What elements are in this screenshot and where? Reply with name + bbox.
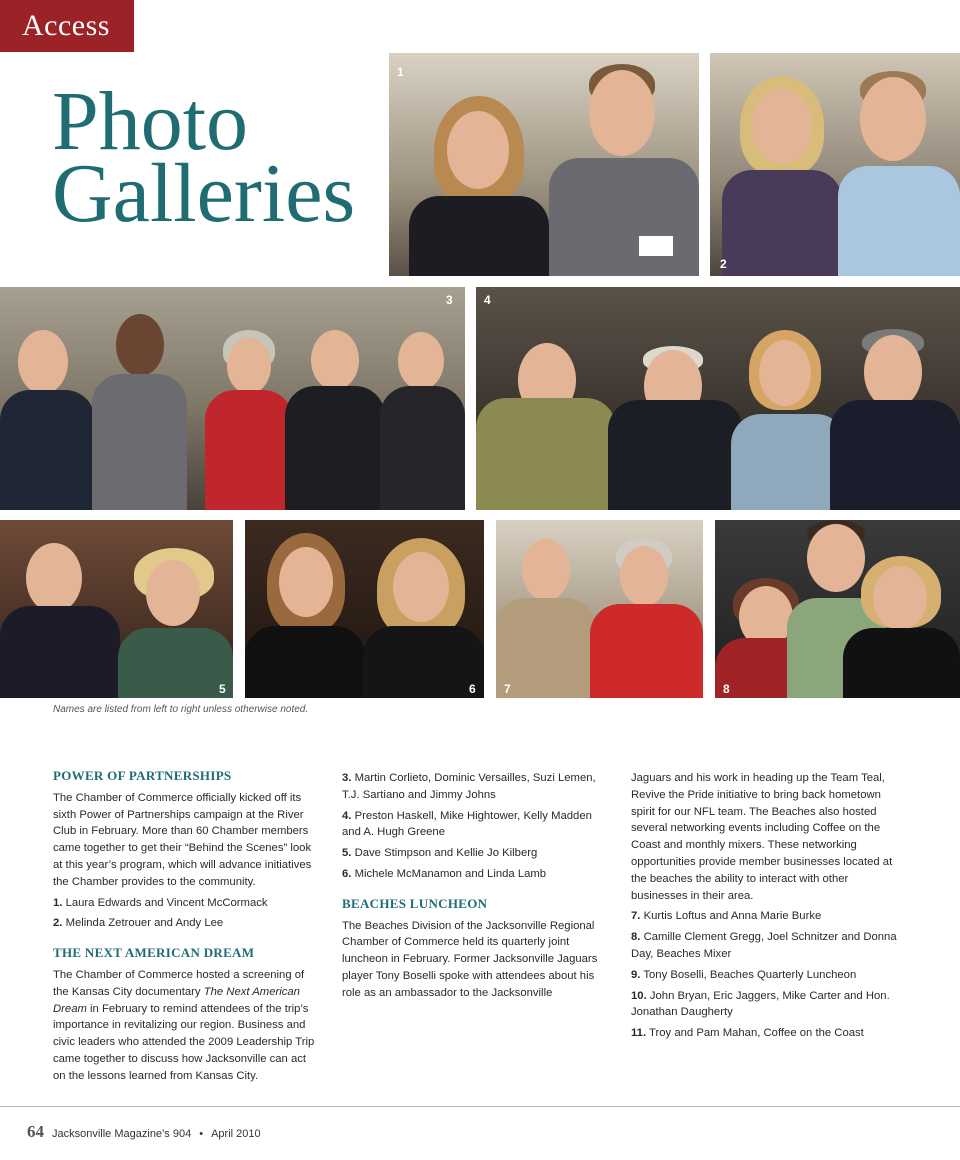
photo-number: 6 bbox=[469, 682, 476, 696]
text-column-3 bbox=[631, 770, 897, 1046]
photo-4 bbox=[476, 287, 960, 510]
page-number: 64 bbox=[27, 1122, 44, 1141]
photo-3 bbox=[0, 287, 465, 510]
caption-item: 11. Troy and Pam Mahan, Coffee on the Coast bbox=[631, 1027, 864, 1040]
text-column-2 bbox=[342, 770, 608, 1006]
section-body: Jaguars and his work in heading up the Team Teal, Revive the Pride initiative to bring back hometown spirit for our NFL team. The Beaches also hosted several networking events including Coffee on the Coast and monthly mixers. These networking opportunities provide member businesses located at the beaches the ability to interact with other businesses in their area. bbox=[631, 772, 893, 902]
photo-number: 3 bbox=[446, 293, 453, 307]
photo-number: 4 bbox=[484, 293, 491, 307]
caption-item: 7. Kurtis Loftus and Anna Marie Burke bbox=[631, 910, 822, 923]
caption-item: 5. Dave Stimpson and Kellie Jo Kilberg bbox=[342, 847, 538, 860]
photo-number: 8 bbox=[723, 682, 730, 696]
publication-name: Jacksonville Magazine’s 904 bbox=[52, 1128, 192, 1140]
text-column-1 bbox=[53, 768, 319, 1089]
section-label: Access bbox=[22, 9, 110, 42]
photo-number: 5 bbox=[219, 682, 226, 696]
section-body: The Chamber of Commerce officially kicked off its sixth Power of Partnerships campaign at the River Club in February. More than 60 Chamber members came together to get their “Behind the Scenes” look at this year’s program, which will advance initiatives the Chamber provides to the community. bbox=[53, 791, 312, 888]
caption-item: 9. Tony Boselli, Beaches Quarterly Luncheon bbox=[631, 968, 857, 981]
page-title bbox=[52, 75, 356, 240]
caption-item: 10. John Bryan, Eric Jaggers, Mike Carter and Hon. Jonathan Daugherty bbox=[631, 989, 890, 1019]
footer-rule bbox=[0, 1106, 960, 1107]
section-tab bbox=[0, 0, 134, 52]
caption-item: 6. Michele McManamon and Linda Lamb bbox=[342, 867, 547, 880]
section-heading-beaches-luncheon: BEACHES LUNCHEON bbox=[342, 895, 488, 911]
title-line-2: Galleries bbox=[52, 147, 356, 240]
title-line-1: Photo bbox=[52, 75, 249, 168]
caption-item: 2. Melinda Zetrouer and Andy Lee bbox=[53, 917, 224, 930]
photo-7 bbox=[496, 520, 703, 698]
photo-number: 7 bbox=[504, 682, 511, 696]
caption-item: 1. Laura Edwards and Vincent McCormack bbox=[53, 896, 268, 909]
photo-number: 2 bbox=[720, 257, 727, 271]
photo-6 bbox=[245, 520, 484, 698]
footer-separator: • bbox=[199, 1128, 204, 1140]
section-heading-next-american-dream: THE NEXT AMERICAN DREAM bbox=[53, 945, 255, 961]
photo-1 bbox=[389, 53, 699, 276]
photo-8 bbox=[715, 520, 960, 698]
photo-number: 1 bbox=[397, 65, 404, 79]
section-body: The Beaches Division of the Jacksonville Regional Chamber of Commerce held its quarterly joint luncheon in February. Former Jacksonville Jaguars player Tony Boselli spoke with attendees about his role as an ambassador to the Jacksonville bbox=[342, 919, 598, 999]
section-heading-power-of-partnerships: POWER OF PARTNERSHIPS bbox=[53, 768, 232, 783]
caption-item: 8. Camille Clement Gregg, Joel Schnitzer and Donna Day, Beaches Mixer bbox=[631, 931, 897, 960]
section-body: The Chamber of Commerce hosted a screening of the Kansas City documentary The Next American Dream in February to remind attendees of the trip’s importance in revitalizing our region. Business and civic leaders who attended the 2009 Leadership Trip came together to discuss how Jacksonville can act on the lessons learned from Kansas City. bbox=[53, 968, 315, 1082]
caption-item: 3. Martin Corlieto, Dominic Versailles, Suzi Lemen, T.J. Sartiano and Jimmy Johns bbox=[342, 772, 596, 801]
photo-2 bbox=[710, 53, 960, 276]
caption-note: Names are listed from left to right unless otherwise noted. bbox=[53, 704, 309, 715]
page-footer bbox=[27, 1122, 261, 1142]
caption-item: 4. Preston Haskell, Mike Hightower, Kelly Madden and A. Hugh Greene bbox=[342, 809, 592, 839]
issue-date: April 2010 bbox=[211, 1128, 261, 1140]
photo-5 bbox=[0, 520, 233, 698]
